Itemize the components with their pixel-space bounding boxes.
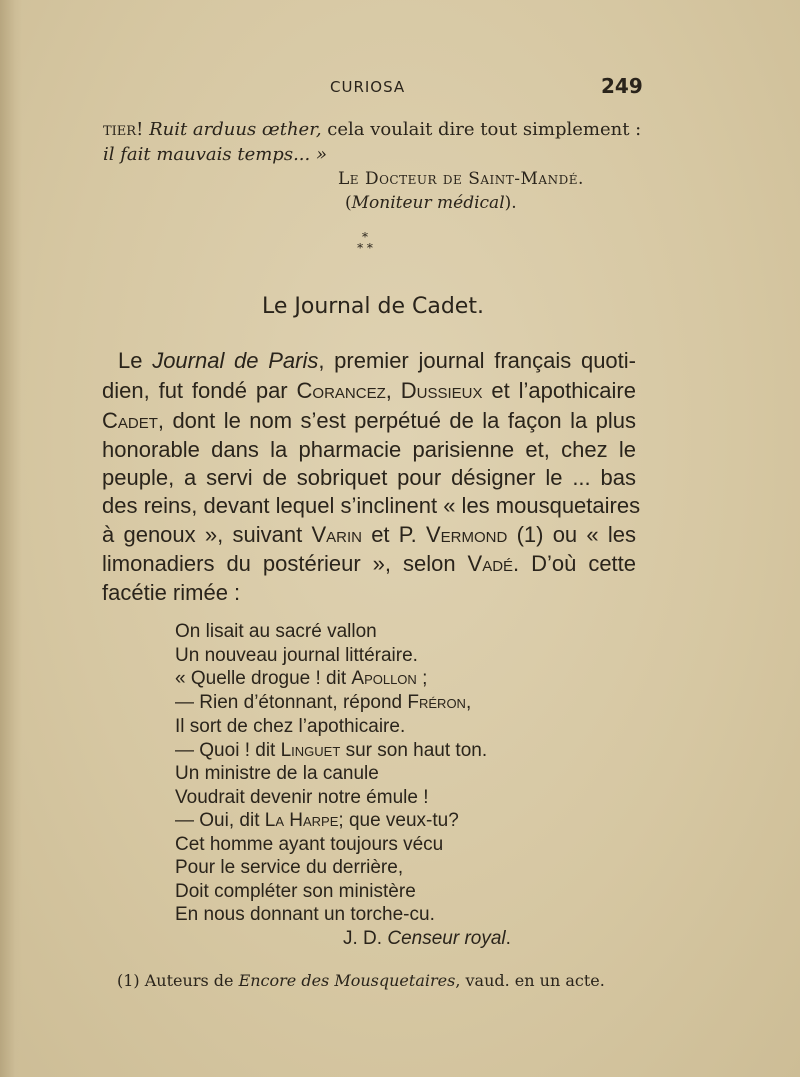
verse-source: Censeur royal [387,928,506,949]
v6-a: — Quoi ! dit [175,740,281,761]
verse-signature [343,928,511,950]
section-title: Le Journal de Cadet. [262,294,484,319]
paragraph-line-7 [102,522,636,548]
v9-laharpe: La Harpe [264,810,339,831]
p7-varin: Varin [311,522,362,547]
signature-name: Saint-Mandé. [468,169,584,189]
paragraph-line-4: honorable dans la pharmacie parisienne et, chez le [102,437,636,462]
verse-line-2: Un nouveau journal littéraire. [175,645,418,666]
section-asterism [350,232,380,254]
verse-line-5: Il sort de chez l’apothicaire. [175,716,406,737]
p7-b: et P. [361,522,426,547]
verse-line-9 [175,810,459,832]
paragraph-line-9: facétie rimée : [102,580,241,605]
verse-source-end: . [505,928,511,949]
p7-a: à genoux », suivant [102,522,312,547]
asterism-top: * [362,230,368,244]
p7-vermond: Vermond [425,522,508,547]
asterism-bottom: * * [357,241,373,255]
paragraph-line-5: peuple, a servi de sobriquet pour désigner le ... bas [102,465,636,490]
p2-a: dien, fut fondé par [102,378,297,403]
p3-cadet: Cadet [102,408,158,433]
v3-a: « Quelle drogue ! dit [175,668,352,689]
p1-b: , premier journal français quoti- [318,348,636,373]
intro-latin-phrase: Ruit arduus œther, [149,119,322,140]
verse-line-4 [175,692,471,714]
paragraph-line-8 [102,551,636,577]
v3-b: ; [416,668,428,689]
verse-line-1: On lisait au sacré vallon [175,621,377,642]
p2-c: et l’apothicaire [482,378,636,403]
verse-line-8: Voudrait devenir notre émule ! [175,787,429,808]
p8-b: . D’où cette [513,551,637,576]
paragraph-line-1 [118,348,636,374]
intro-line-2: il fait mauvais temps... » [103,144,327,165]
running-title: CURIOSA [330,78,406,96]
intro-mark: ! [136,119,150,140]
paragraph-line-2 [102,378,636,404]
verse-initials: J. D. [343,928,388,949]
verse-line-7: Un ministre de la canule [175,763,379,784]
footnote [117,971,605,990]
intro-word-tier: tier [103,119,137,140]
paragraph-line-6: des reins, devant lequel s’inclinent « les mousquetaires [102,493,641,518]
p2-b: , [385,378,401,403]
verse-line-11: Pour le service du derrière, [175,857,404,878]
source-title: Moniteur médical [351,193,505,213]
v4-a: — Rien d’étonnant, répond [175,692,408,713]
intro-line-1 [103,119,641,140]
verse-line-6 [175,740,487,762]
p2-dussieux: Dussieux [400,378,483,403]
page-number: 249 [601,74,643,98]
verse-line-13: En nous donnant un torche-cu. [175,904,435,925]
v6-linguet: Linguet [280,740,341,761]
v4-freron: Fréron [407,692,466,713]
paragraph-line-3 [102,408,636,434]
source-open: ( [345,193,352,213]
v6-b: sur son haut ton. [340,740,488,761]
p7-c: (1) ou « les [507,522,637,547]
footnote-work: Encore des Mousquetaires [238,971,456,990]
p3-b: , dont le nom s’est perpétué de la façon la plus [157,408,636,433]
p1-journal: Journal de Paris [152,348,319,373]
p8-a: limonadiers du postérieur », selon [102,551,468,576]
verse-line-10: Cet homme ayant toujours vécu [175,834,444,855]
footnote-b: , vaud. en un acte. [455,971,605,990]
intro-signature [338,169,584,189]
v4-b: , [465,692,472,713]
signature-prefix: Le Docteur [338,169,438,189]
verse-line-3 [175,668,427,690]
footnote-a: (1) Auteurs de [117,971,239,990]
v3-apollon: Apollon [351,668,417,689]
page-edge-shadow [0,0,22,1077]
v9-a: — Oui, dit [175,810,265,831]
p1-a: Le [118,348,153,373]
intro-line-1-rest: cela voulait dire tout simplement : [321,119,642,140]
p2-corancez: Corancez [296,378,386,403]
intro-source [345,193,517,213]
signature-particle: de [437,169,469,189]
p8-vade: Vadé [467,551,514,576]
verse-line-12: Doit compléter son ministère [175,881,416,902]
v9-b: ; que veux-tu? [338,810,459,831]
source-close: ). [504,193,517,213]
